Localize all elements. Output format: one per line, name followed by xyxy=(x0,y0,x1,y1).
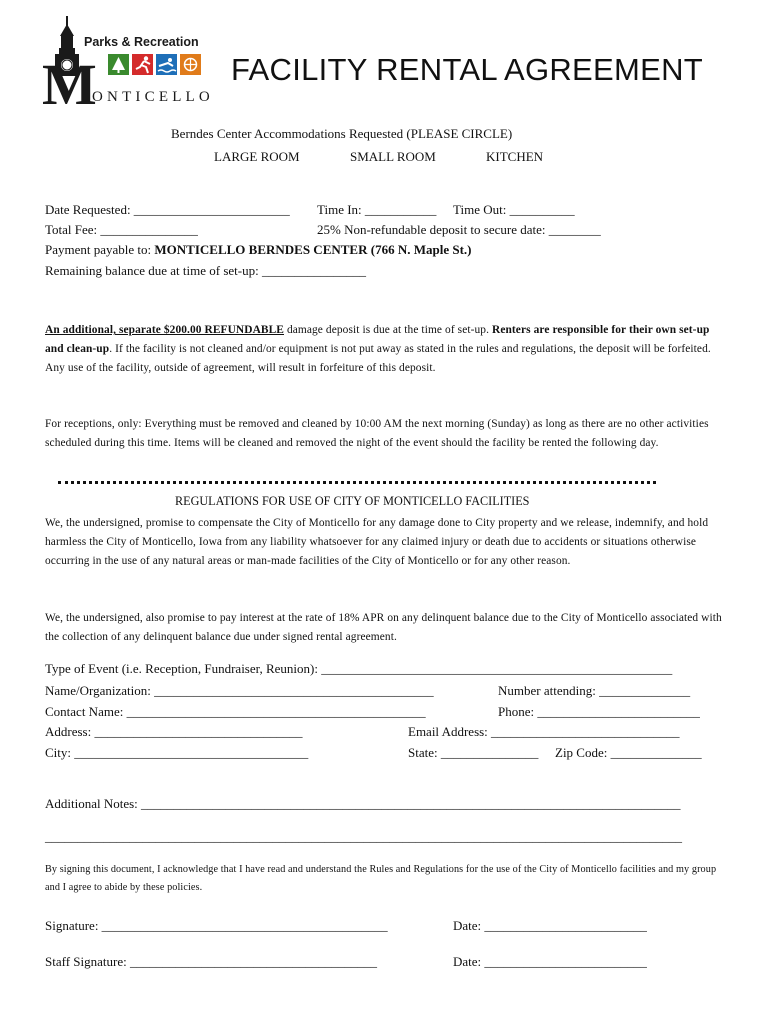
payable-prefix: Payment payable to: xyxy=(45,242,155,257)
date-requested-field[interactable]: Date Requested: ________________________ xyxy=(45,202,290,217)
receptions-paragraph: For receptions, only: Everything must be removed and cleaned by 10:00 AM the next morning (Sunday) as long as there are no other activities scheduled during this time. Items will be cleaned and removed the night of the event should the facility be rented the following day. xyxy=(45,418,709,449)
regulations-paragraph-1: We, the undersigned, promise to compensate the City of Monticello for any damage done to City property and we release, indemnify, and hold harmless the City of Monticello, Iowa from any liability whatsoever for any claimed injury or death due to accidents or situations otherwise occurring in the use of any natural areas or man-made facilities of the City of Monticello or for any other reason. xyxy=(45,517,709,567)
acknowledgment-text: By signing this document, I acknowledge that I have read and understand the Rules and Regulations for the use of the City of Monticello facilities and my group and I agree to abide by these policies. xyxy=(45,864,717,893)
phone-field[interactable]: Phone: _________________________ xyxy=(498,704,700,719)
city-field[interactable]: City: ____________________________________ xyxy=(45,745,309,760)
dotted-divider xyxy=(58,481,656,484)
refundable-deposit-text: An additional, separate $200.00 REFUNDABLE xyxy=(45,324,284,336)
option-kitchen[interactable]: KITCHEN xyxy=(486,149,544,164)
tree-icon xyxy=(108,54,129,75)
option-small-room[interactable]: SMALL ROOM xyxy=(350,149,436,164)
additional-notes-field[interactable]: Additional Notes: ___________________________________________________________________________________ xyxy=(45,796,681,811)
regulations-heading: REGULATIONS FOR USE OF CITY OF MONTICELLO FACILITIES xyxy=(175,494,530,508)
zip-code-field[interactable]: Zip Code: ______________ xyxy=(555,745,702,760)
renters-responsible-text: Renters are responsible for their own set-up and clean-up xyxy=(45,324,710,355)
logo-top-text: Parks & Recreation xyxy=(84,35,199,49)
total-fee-field[interactable]: Total Fee: _______________ xyxy=(45,222,198,237)
payable-line xyxy=(45,242,471,258)
date-field-2[interactable]: Date: _________________________ xyxy=(453,954,647,969)
damage-deposit-paragraph xyxy=(45,321,725,378)
logo-m: M xyxy=(42,52,97,106)
time-in-field[interactable]: Time In: ___________ xyxy=(317,202,437,217)
damage-text-1: damage deposit is due at the time of set-up. xyxy=(284,324,492,336)
payable-name: MONTICELLO BERNDES CENTER (766 N. Maple St.) xyxy=(154,242,472,257)
signature-field[interactable]: Signature: ____________________________________________ xyxy=(45,918,388,933)
runner-icon xyxy=(132,54,153,75)
state-field[interactable]: State: _______________ xyxy=(408,745,539,760)
option-large-room[interactable]: LARGE ROOM xyxy=(214,149,300,164)
event-type-field[interactable]: Type of Event (i.e. Reception, Fundraiser, Reunion): ______________________________________________________ xyxy=(45,661,673,676)
balance-field[interactable]: Remaining balance due at time of set-up: ________________ xyxy=(45,263,366,278)
deposit-field[interactable]: 25% Non-refundable deposit to secure date: ________ xyxy=(317,222,601,237)
address-field[interactable]: Address: ________________________________ xyxy=(45,724,303,739)
page-title: FACILITY RENTAL AGREEMENT xyxy=(231,52,704,87)
date-field-1[interactable]: Date: _________________________ xyxy=(453,918,647,933)
logo xyxy=(40,14,230,106)
logo-town: ONTICELLO xyxy=(92,89,214,105)
email-field[interactable]: Email Address: _____________________________ xyxy=(408,724,680,739)
additional-notes-line[interactable]: __________________________________________________________________________________________________ xyxy=(45,829,682,844)
accommodations-heading: Berndes Center Accommodations Requested (PLEASE CIRCLE) xyxy=(171,126,513,141)
swimmer-icon xyxy=(156,54,177,75)
regulations-paragraph-2: We, the undersigned, also promise to pay interest at the rate of 18% APR on any delinquent balance due to the City of Monticello associated with the collection of any delinquent balance due under signed rental agreement. xyxy=(45,612,722,643)
name-organization-field[interactable]: Name/Organization: ___________________________________________ xyxy=(45,683,434,698)
damage-text-2: . If the facility is not cleaned and/or equipment is not put away as stated in the rules and regulations, the deposit will be forfeited. Any use of the facility, outside of agreement, will result in forfeiture of this deposit. xyxy=(45,343,711,374)
time-out-field[interactable]: Time Out: __________ xyxy=(453,202,575,217)
contact-name-field[interactable]: Contact Name: ______________________________________________ xyxy=(45,704,426,719)
staff-signature-field[interactable]: Staff Signature: ______________________________________ xyxy=(45,954,377,969)
basketball-icon xyxy=(180,54,201,75)
number-attending-field[interactable]: Number attending: ______________ xyxy=(498,683,691,698)
logo-graphic xyxy=(40,14,230,106)
